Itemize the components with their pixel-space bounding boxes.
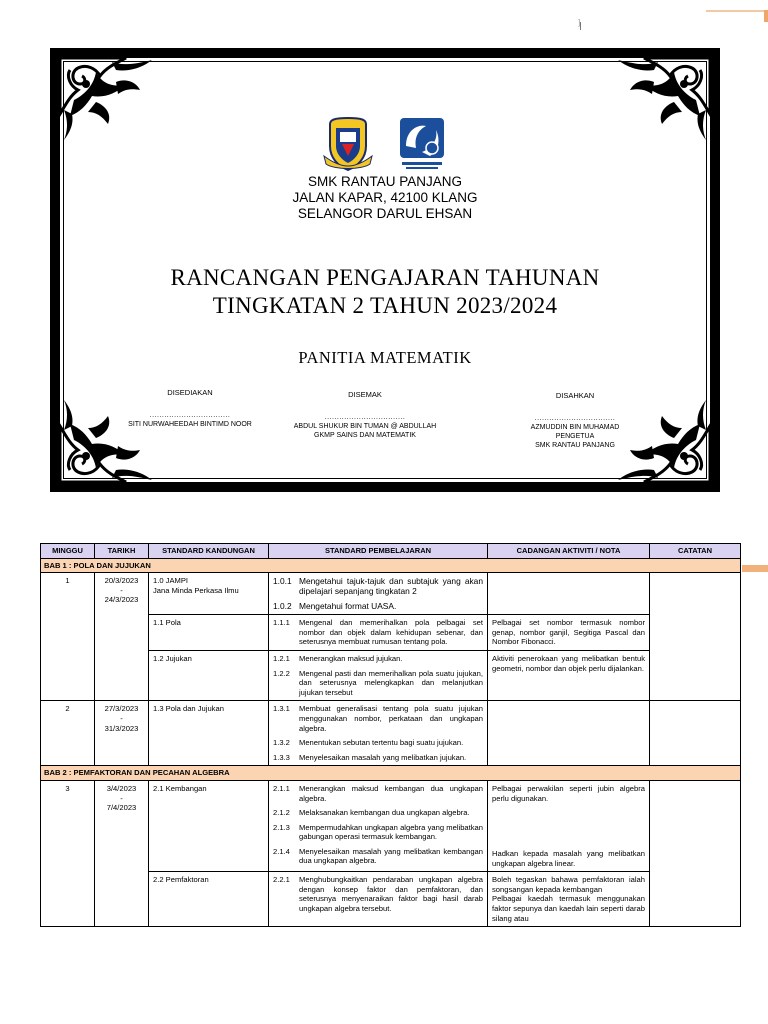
school-crest-icon xyxy=(322,116,374,172)
signature-line: ................................. xyxy=(534,415,616,422)
sp-text: Menghubungkaitkan pendaraban ungkapan algebra dengan konsep faktor dan pemfaktoran, dan seterusnya menyenaraikan faktor bagi hasil darab ungkapan algebra tersebut. xyxy=(299,875,483,914)
sp-number: 2.1.3 xyxy=(273,822,290,832)
date-from: 27/3/2023 xyxy=(104,704,139,714)
cell-minggu: 3 xyxy=(41,780,95,926)
signature-role: DISAHKAN xyxy=(555,391,595,400)
sp-number: 2.1.1 xyxy=(273,783,290,793)
signature-line: ................................. xyxy=(324,414,406,421)
sp-number: 1.0.1 xyxy=(273,576,292,587)
school-address-line: JALAN KAPAR, 42100 KLANG xyxy=(292,190,478,205)
cell-nota xyxy=(488,780,650,871)
cell-tarikh xyxy=(95,780,149,926)
cell-sk xyxy=(149,573,269,615)
sp-text: Mengetahui tajuk-tajuk dan subtajuk yang akan dipelajari sepanjang tingkatan 2 xyxy=(299,576,483,597)
cover-frame xyxy=(50,48,720,492)
sp-number: 2.2.1 xyxy=(273,875,290,885)
sp-text: Mengenal dan memerihalkan pola pelbagai set nombor dan objek dalam kehidupan sebenar, dan seterusnya membuat rumusan tentang pola. xyxy=(299,618,483,647)
cell-sk: 2.2 Pemfaktoran xyxy=(149,872,269,927)
cell-tarikh xyxy=(95,701,149,766)
date-to: 7/4/2023 xyxy=(106,803,137,813)
signature-line: ................................. xyxy=(149,412,231,419)
sp-item xyxy=(273,808,483,818)
sp-text: Menentukan sebutan tertentu bagi suatu jujukan. xyxy=(299,738,464,748)
sp-item xyxy=(273,704,483,733)
cell-sp xyxy=(269,615,488,651)
col-header-catatan: CATATAN xyxy=(650,544,741,559)
document-title xyxy=(60,264,710,320)
sp-item xyxy=(273,738,483,748)
sp-item xyxy=(273,654,483,664)
cell-nota xyxy=(488,872,650,927)
signature-name: ABDUL SHUKUR BIN TUMAN @ ABDULLAH xyxy=(293,423,437,430)
col-header-sp: STANDARD PEMBELAJARAN xyxy=(269,544,488,559)
annual-plan-table xyxy=(40,543,741,927)
sp-number: 2.1.4 xyxy=(273,846,290,856)
cell-minggu: 1 xyxy=(41,573,95,701)
signature-name: SITI NURWAHEEDAH BINTIMD NOOR xyxy=(128,421,252,428)
sp-text: Menyelesaikan masalah yang melibatkan kembangan dua ungkapan algebra. xyxy=(299,846,483,866)
cell-nota: Aktiviti penerokaan yang melibatkan bentuk geometri, nombor dan objek perlu dijalankan. xyxy=(488,650,650,700)
cell-sp xyxy=(269,780,488,871)
sp-number: 1.2.1 xyxy=(273,653,290,663)
cover-inner xyxy=(60,58,710,482)
sp-item xyxy=(273,576,483,596)
date-dash: - xyxy=(120,793,123,803)
sp-item xyxy=(273,875,483,913)
table-header-row xyxy=(41,544,741,559)
sp-item xyxy=(273,601,483,611)
nota-text: Pelbagai perwakilan seperti jubin algebra perlu digunakan. xyxy=(492,783,645,803)
sp-text: Menerangkan maksud kembangan dua ungkapan algebra. xyxy=(299,783,483,803)
sp-text: Melaksanakan kembangan dua ungkapan algebra. xyxy=(299,808,470,818)
sp-text: Mengetahui format UASA. xyxy=(299,601,397,612)
date-dash: - xyxy=(120,585,123,595)
cell-catatan xyxy=(650,573,741,701)
cell-sk: 1.3 Pola dan Jujukan xyxy=(149,701,269,766)
cell-tarikh xyxy=(95,573,149,701)
signature-prepared xyxy=(110,388,270,429)
sp-item xyxy=(273,823,483,842)
sp-text: Membuat generalisasi tentang pola suatu jujukan menggunakan nombor, perkataan dan ungkapan algebra. xyxy=(299,704,483,733)
signature-name: AZMUDDIN BIN MUHAMAD xyxy=(530,424,620,431)
date-dash: - xyxy=(120,713,123,723)
signature-checked xyxy=(275,390,455,440)
orange-edge-mark xyxy=(706,10,768,12)
cell-nota xyxy=(488,701,650,766)
school-address xyxy=(60,174,710,222)
sk-subtitle: Jana Minda Perkasa Ilmu xyxy=(153,585,239,595)
col-header-nota: CADANGAN AKTIVITI / NOTA xyxy=(488,544,650,559)
chapter-title: BAB 2 : PEMFAKTORAN DAN PECAHAN ALGEBRA xyxy=(41,766,741,781)
sk-title: 1.0 JAMPI xyxy=(153,576,189,586)
orange-edge-mark xyxy=(742,565,768,572)
table-row xyxy=(41,701,741,766)
signature-org: SMK RANTAU PANJANG xyxy=(535,442,615,449)
sp-number: 1.0.2 xyxy=(273,601,292,612)
sp-number: 1.1.1 xyxy=(273,618,290,628)
signature-approved xyxy=(490,391,660,450)
table-row xyxy=(41,780,741,871)
signature-title: PENGETUA xyxy=(555,433,595,440)
chapter-title: BAB 1 : POLA DAN JUJUKAN xyxy=(41,558,741,573)
cell-sp xyxy=(269,872,488,927)
col-header-minggu: MINGGU xyxy=(41,544,95,559)
cell-nota xyxy=(488,573,650,615)
cell-sp xyxy=(269,573,488,615)
signature-role: DISEMAK xyxy=(348,390,382,399)
nota-text: Pelbagai kaedah termasuk menggunakan faktor sepunya dan kaedah lain seperti darab silang atau xyxy=(492,894,645,923)
date-to: 31/3/2023 xyxy=(104,723,139,733)
cell-catatan xyxy=(650,780,741,926)
signature-title: GKMP SAINS DAN MATEMATIK xyxy=(314,432,416,439)
cell-sk: 1.1 Pola xyxy=(149,615,269,651)
sp-text: Menyelesaikan masalah yang melibatkan jujukan. xyxy=(299,752,467,762)
chapter-row xyxy=(41,558,741,573)
date-from: 20/3/2023 xyxy=(104,576,139,586)
sp-number: 1.3.3 xyxy=(273,752,290,762)
cell-sk: 2.1 Kembangan xyxy=(149,780,269,871)
sp-item xyxy=(273,669,483,698)
col-header-sk: STANDARD KANDUNGAN xyxy=(149,544,269,559)
sp-number: 1.3.2 xyxy=(273,738,290,748)
cell-sk: 1.2 Jujukan xyxy=(149,650,269,700)
cell-minggu: 2 xyxy=(41,701,95,766)
cell-sp xyxy=(269,701,488,766)
school-state: SELANGOR DARUL EHSAN xyxy=(297,206,473,221)
sp-item xyxy=(273,847,483,866)
col-header-tarikh: TARIKH xyxy=(95,544,149,559)
stray-mark-text: ] xyxy=(578,18,581,27)
cell-catatan xyxy=(650,701,741,766)
date-from: 3/4/2023 xyxy=(106,783,137,793)
sp-item xyxy=(273,753,483,763)
sp-text: Menerangkan maksud jujukan. xyxy=(299,653,403,663)
date-to: 24/3/2023 xyxy=(104,595,139,605)
sp-item xyxy=(273,618,483,647)
logo-row xyxy=(60,116,710,172)
table-row xyxy=(41,573,741,615)
panel-name: PANITIA MATEMATIK xyxy=(298,348,472,367)
nota-text: Hadkan kepada masalah yang melibatkan ungkapan algebra linear. xyxy=(492,849,645,868)
sp-item xyxy=(273,784,483,803)
cell-nota: Pelbagai set nombor termasuk nombor genap, nombor ganjil, Segitiga Pascal dan Nombor Fibonacci. xyxy=(488,615,650,651)
sp-text: Mengenal pasti dan memerihalkan pola suatu jujukan, dan seterusnya melengkapkan dan melanjutkan jujukan tersebut xyxy=(299,668,483,697)
sp-number: 1.3.1 xyxy=(273,704,290,714)
nota-text: Boleh tegaskan bahawa pemfaktoran ialah songsangan kepada kembangan xyxy=(492,875,645,894)
title-line-1: RANCANGAN PENGAJARAN TAHUNAN xyxy=(170,265,600,290)
ministry-25-logo-icon xyxy=(396,116,448,172)
cell-sp xyxy=(269,650,488,700)
title-line-2: TINGKATAN 2 TAHUN 2023/2024 xyxy=(212,293,558,318)
chapter-row xyxy=(41,766,741,781)
sp-number: 2.1.2 xyxy=(273,808,290,818)
orange-edge-mark xyxy=(764,10,768,22)
signature-role: DISEDIAKAN xyxy=(167,388,213,397)
sp-number: 1.2.2 xyxy=(273,668,290,678)
school-name: SMK RANTAU PANJANG xyxy=(307,174,463,189)
sp-text: Mempermudahkan ungkapan algebra yang melibatkan gabungan operasi termasuk kembangan. xyxy=(299,822,483,842)
